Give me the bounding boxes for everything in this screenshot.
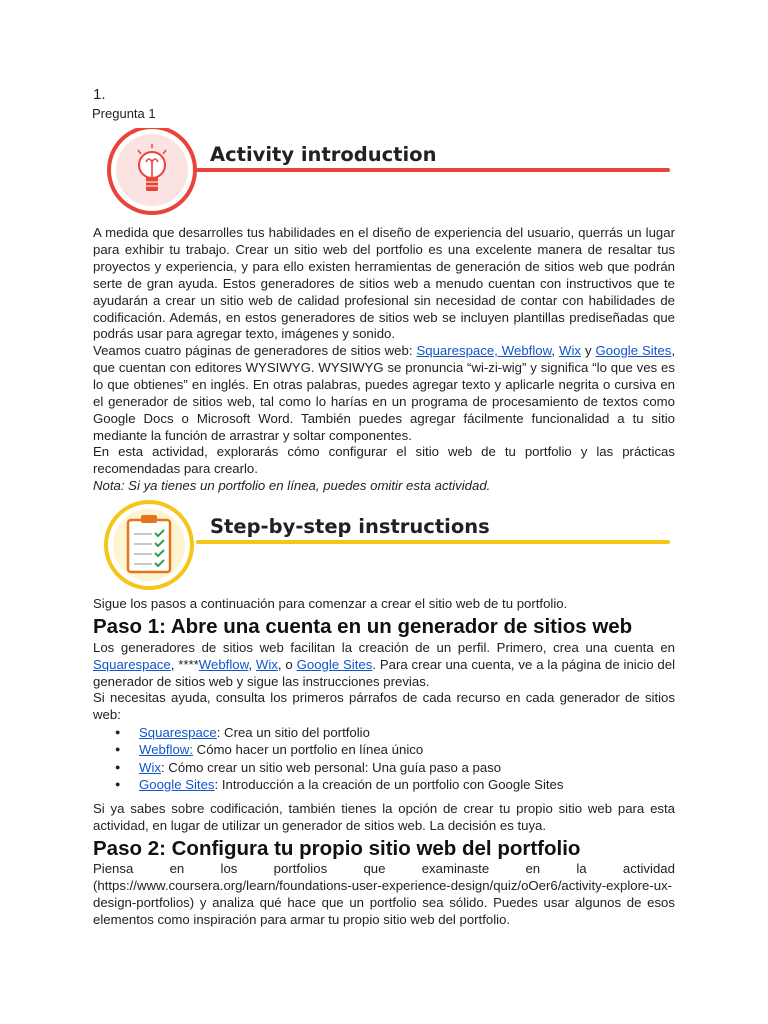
activity-banner-title: Activity introduction: [210, 143, 437, 166]
resource-webflow-link[interactable]: Webflow:: [139, 742, 193, 758]
list-item: ● Squarespace: Crea un sitio del portfolio: [93, 724, 675, 741]
paso1-paragraph: Los generadores de sitios web facilitan la creación de un perfil. Primero, crea una cuenta en Squarespace, ****Webflow, Wix, o Google Sites. Para crear una cuenta, ve a la página de inicio del generador de sitios web y sigue las instrucciones previas.: [93, 640, 676, 689]
activity-banner-rule: [196, 168, 670, 172]
paso1-google-sites-link[interactable]: Google Sites: [296, 656, 373, 672]
paso2-heading: Paso 2: Configura tu propio sitio web del portfolio: [93, 837, 581, 860]
steps-intro-text: Sigue los pasos a continuación para comenzar a crear el sitio web de tu portfolio.: [93, 596, 568, 611]
intro-paragraph: A medida que desarrolles tus habilidades en el diseño de experiencia del usuario, querrás un lugar para exhibir tu trabajo. Crear un sitio web del portfolio es una excelente manera de resaltar tus proyectos y experiencia, y para ello existen herramientas de generación de sitios web que podrán serte de gran ayuda. Estos generadores de sitios web a menudo cuentan con instructivos que te ayudarán a crear un sitio web de calidad profesional sin necesidad de contar con habilidades de codificación. Además, en estos generadores de sitios web se incluyen plantillas prediseñadas que podrás usar para agregar texto, imágenes y sonido.: [93, 225, 675, 342]
question-label: Pregunta 1: [92, 106, 156, 121]
resource-google-sites-link[interactable]: Google Sites: [139, 776, 215, 792]
paso1-squarespace-link[interactable]: Squarespace: [93, 656, 171, 672]
paso1-wix-link[interactable]: Wix: [255, 656, 278, 672]
list-item: ● Webflow: Cómo hacer un portfolio en línea único: [93, 741, 675, 758]
list-item: ● Google Sites: Introducción a la creación de un portfolio con Google Sites: [93, 776, 675, 793]
squarespace-webflow-link[interactable]: Squarespace, Webflow: [416, 343, 552, 358]
paso1-help-paragraph: Si necesitas ayuda, consulta los primeros párrafos de cada recurso en cada generador de sitios web:: [93, 690, 675, 722]
activity-banner-graphic: [92, 128, 678, 218]
google-sites-link[interactable]: Google Sites: [595, 343, 672, 358]
note-text: Nota: Si ya tienes un portfolio en línea, puedes omitir esta actividad.: [93, 478, 491, 493]
paso1-heading: Paso 1: Abre una cuenta en un generador de sitios web: [93, 615, 633, 638]
resource-wix-link[interactable]: Wix: [139, 759, 161, 775]
resource-list: [93, 724, 675, 793]
paso2-paragraph: [93, 861, 675, 929]
step-by-step-banner: [92, 500, 678, 610]
activity-introduction-banner: [92, 128, 678, 238]
wix-link[interactable]: Wix: [559, 343, 581, 358]
activity-paragraph: En esta actividad, explorarás cómo configurar el sitio web de tu portfolio y las prácticas recomendadas para crearlo.: [93, 444, 675, 476]
resource-squarespace-link[interactable]: Squarespace: [139, 725, 217, 740]
steps-banner-rule: [196, 540, 670, 544]
question-number: 1.: [93, 86, 106, 103]
generators-paragraph: Veamos cuatro páginas de generadores de sitios web: Squarespace, Webflow, Wix y Google Sites, que cuentan con editores WYSIWYG. WYSIWYG se pronuncia “wi-zi-wig” y significa “lo que ves es lo que obtienes” en inglés. En otras palabras, puedes agregar texto y aplicarle negrita o cursiva en el generador de sitios web, tal como lo harías en un programa de procesamiento de textos como Google Docs o Microsoft Word. También puedes agregar fácilmente funcionalidad a tu sitio mediante la función de arrastrar y soltar componentes.: [93, 343, 675, 443]
steps-banner-title: Step-by-step instructions: [210, 515, 490, 538]
list-item: ● Wix: Cómo crear un sitio web personal: Una guía paso a paso: [93, 759, 675, 776]
paso2-first-line: Piensa en los portfolios que examinaste en la actividad: [93, 861, 675, 876]
steps-banner-graphic: [92, 500, 678, 592]
paso1-coding-paragraph: Si ya sabes sobre codificación, también tienes la opción de crear tu propio sitio web para esta actividad, en lugar de utilizar un generador de sitios web. La decisión es tuya.: [93, 801, 675, 833]
checklist-icon: [128, 515, 170, 572]
paso2-rest-text: (https://www.coursera.org/learn/foundations-user-experience-design/quiz/oOer6/activity-explore-ux-design-portfolios) y analiza qué hace que un portfolio sea sólido. Puedes usar algunos de esos elementos como inspiración para armar tu propio sitio web del portfolio.: [93, 877, 675, 927]
paso1-webflow-link[interactable]: Webflow: [198, 656, 249, 672]
